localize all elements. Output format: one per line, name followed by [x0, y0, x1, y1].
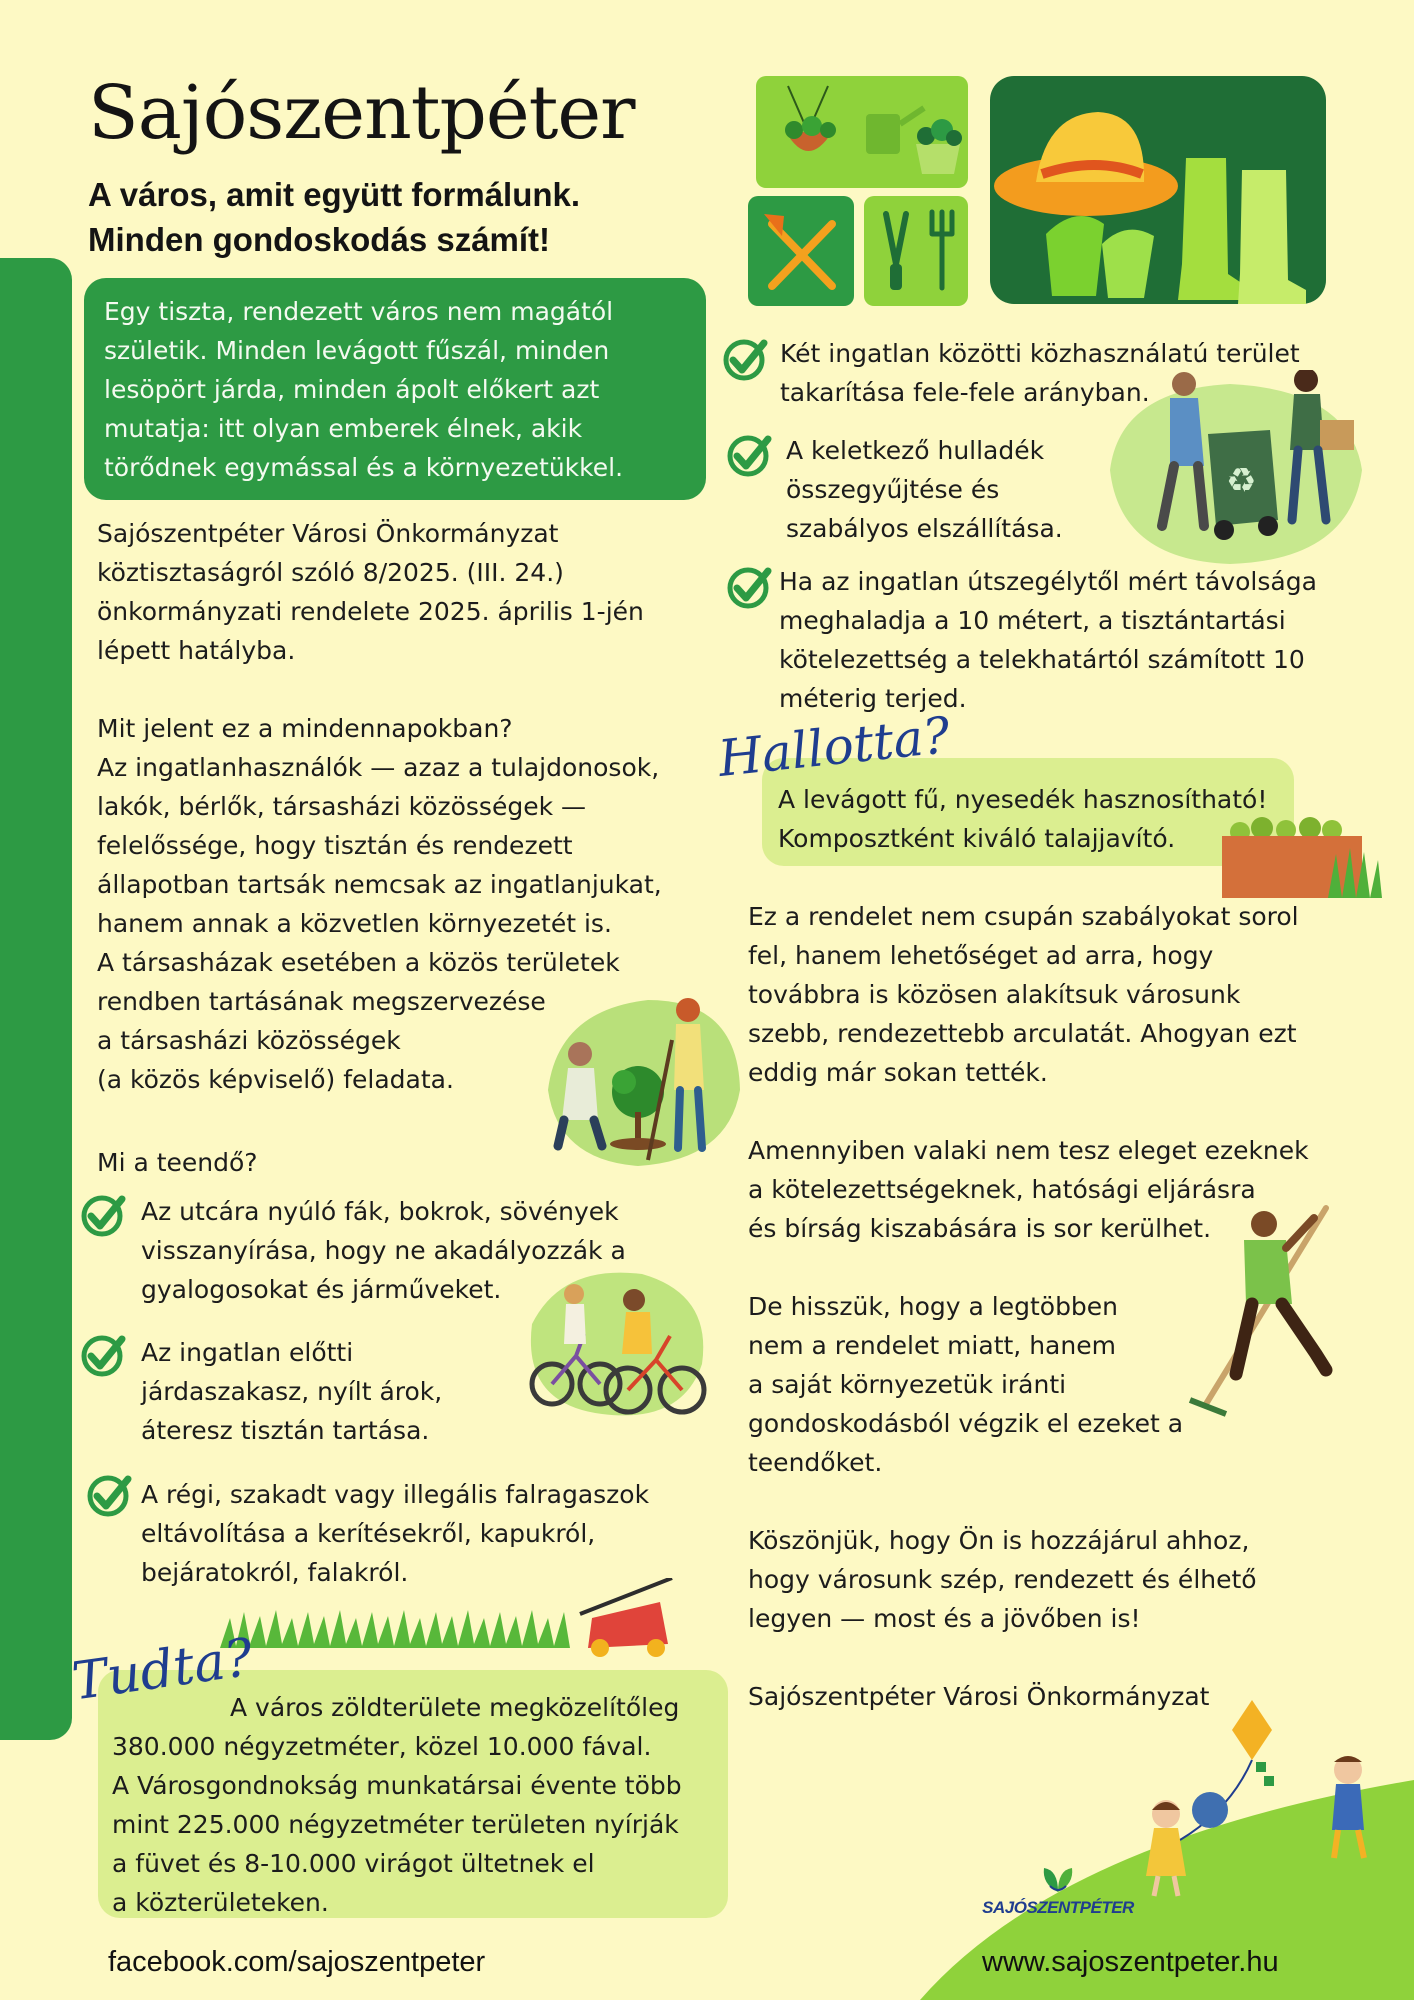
todo-item-5: A keletkező hulladék összegyűjtése és szabályos elszállítása. — [786, 436, 1063, 543]
man-raking-illustration — [1186, 1204, 1358, 1418]
todo-item-1: Az utcára nyúló fák, bokrok, sövények visszanyírása, hogy ne akadályozzák a gyalogosokat és járműveket. — [141, 1197, 626, 1304]
page-title: Sajószentpéter — [88, 70, 635, 156]
compost-box-illustration — [1218, 800, 1382, 900]
checkmark-icon — [722, 336, 768, 382]
leaf-logo-icon — [1038, 1862, 1078, 1894]
lawn-mower-illustration — [220, 1578, 700, 1658]
town-logo — [978, 1862, 1138, 1918]
garden-tools-illustration — [746, 74, 1334, 308]
todo-item-2: Az ingatlan előtti járdaszakasz, nyílt árok, áteresz tisztán tartása. — [141, 1338, 443, 1445]
todo-item-4: Két ingatlan közötti közhasználatú terület takarítása fele-fele arányban. — [780, 339, 1300, 407]
decree-paragraph: Sajószentpéter Városi Önkormányzat köztisztaságról szóló 8/2025. (III. 24.) önkormányzati rendelete 2025. április 1-jén lépett hatályba. — [97, 519, 644, 665]
belief-paragraph: De hisszük, hogy a legtöbben nem a rendelet miatt, hanem a saját környezetük iránti gondoskodásból végzik el ezeket a teendőket. — [748, 1292, 1184, 1477]
logo-text: SAJÓSZENTPÉTER — [982, 1898, 1134, 1917]
regulation-paragraph: Ez a rendelet nem csupán szabályokat sorol fel, hanem lehetőséget ad arra, hogy továbbra is közösen alakítsuk városunk szebb, rendezettebb arculatát. Ahogyan ezt eddig már sokan tették. — [748, 902, 1299, 1087]
signature: Sajószentpéter Városi Önkormányzat — [748, 1682, 1210, 1711]
checkmark-icon — [80, 1192, 126, 1238]
left-accent-bar — [0, 258, 72, 1740]
checkmark-icon — [86, 1472, 132, 1518]
website-link[interactable]: www.sajoszentpeter.hu — [982, 1946, 1279, 1978]
page-subtitle: A város, amit együtt formálunk. Minden gondoskodás számít! — [88, 176, 581, 258]
tudta-box: A város zöldterülete megközelítőleg 380.000 négyzetméter, közel 10.000 fával. A Városgondnokság munkatársai évente több mint 225.000 négyzetméter területen nyírják a füvet és 8-10.000 virágot ültetnek el a közterületeken. — [98, 1670, 728, 1918]
checkmark-icon — [726, 432, 772, 478]
tree-planting-illustration — [528, 980, 748, 1170]
penalty-paragraph: Amennyiben valaki nem tesz eleget ezeknek a kötelezettségeknek, hatósági eljárásra és bírság kiszabására is sor kerülhet. — [748, 1136, 1309, 1243]
meaning-heading: Mit jelent ez a mindennapokban? — [97, 714, 513, 743]
thanks-paragraph: Köszönjük, hogy Ön is hozzájárul ahhoz, hogy városunk szép, rendezett és élhető legyen — most és a jövőben is! — [748, 1526, 1257, 1633]
hallotta-label: Hallotta? — [715, 706, 953, 788]
checkmark-icon — [80, 1332, 126, 1378]
hallotta-box: A levágott fű, nyesedék hasznosítható! Komposztként kiváló talajjavító. — [762, 758, 1294, 866]
tudta-label: Tudta? — [68, 1627, 257, 1713]
facebook-link[interactable]: facebook.com/sajoszentpeter — [108, 1946, 486, 1978]
cyclists-illustration — [522, 1264, 712, 1426]
todo-heading: Mi a teendő? — [97, 1148, 258, 1177]
todo-item-6: Ha az ingatlan útszegélytől mért távolsága meghaladja a 10 métert, a tisztántartási kötelezettség a telekhatártól számított 10 méterig terjed. — [779, 567, 1317, 713]
checkmark-icon — [726, 564, 772, 610]
intro-box: Egy tiszta, rendezett város nem magától születik. Minden levágott fűszál, minden lesöpört járda, minden ápolt előkert azt mutatja: itt olyan emberek élnek, akik törődnek egymással és a környezetükkel. — [84, 278, 706, 500]
meaning-paragraph: Mit jelent ez a mindennapokban? Az ingatlanhasználók — azaz a tulajdonosok, lakók, bérlők, társasházi közösségek — felelőssége, hogy tisztán és rendezett állapotban tartsák nemcsak az ingatlanjukat, hanem annak a közvetlen környezetét is. A társasházak esetében a közös területek rendben tartásának megszervezése a társasházi közösségek (a közös képviselő) feladata. — [97, 709, 662, 1099]
recycling-bin-illustration — [1100, 370, 1370, 570]
svg-text:♻: ♻ — [1226, 461, 1257, 501]
todo-item-3: A régi, szakadt vagy illegális falragaszok eltávolítása a kerítésekről, kapukról, bejáratokról, falakról. — [141, 1480, 650, 1587]
